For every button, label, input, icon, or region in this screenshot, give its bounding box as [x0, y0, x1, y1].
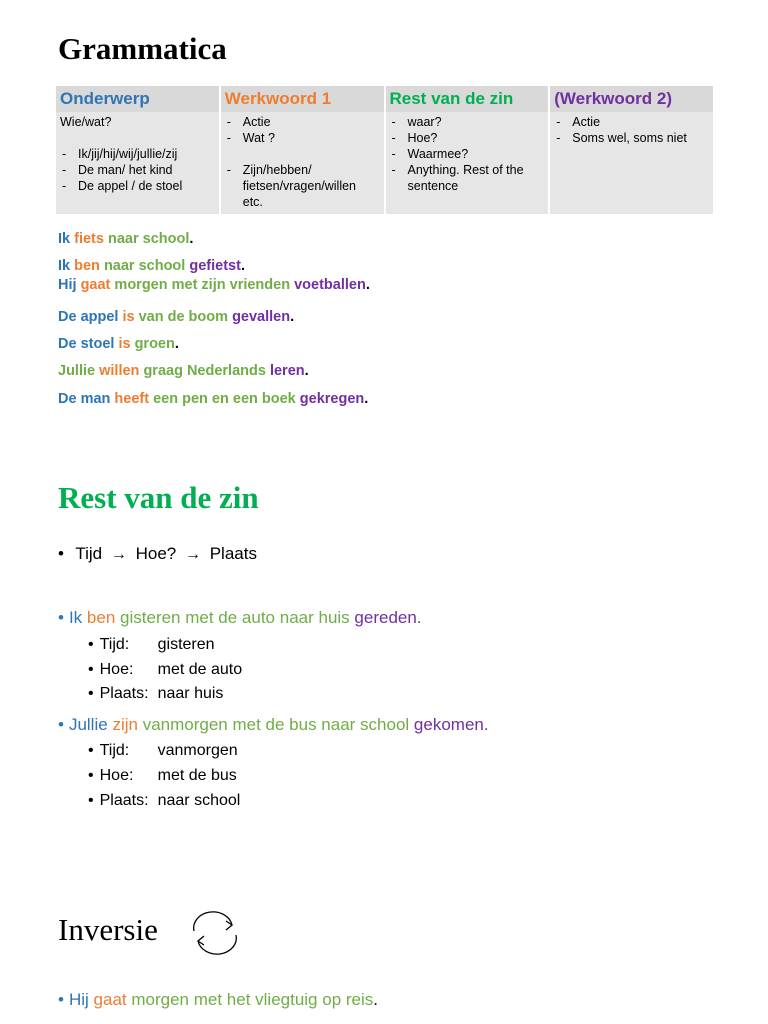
example-sentence — [58, 310, 294, 325]
detail-hoe: • Hoe: met de bus — [88, 768, 237, 784]
sentence-part: . — [240, 258, 245, 274]
list-item: - Waarmee? — [390, 146, 545, 162]
rest-example-2 — [58, 716, 489, 733]
example-sentence — [58, 337, 179, 352]
sentence-part: naar school — [103, 258, 186, 274]
cell-werkwoord-2 — [550, 112, 713, 214]
list-item: - Ik/jij/hij/wij/jullie/zij — [60, 146, 215, 162]
sentence-part: naar school — [107, 231, 190, 247]
sentence-part: voetballen — [294, 277, 366, 293]
list-item: - De man/ het kind — [60, 162, 215, 178]
section-title-rest: Rest van de zin — [58, 480, 259, 515]
detail-plaats: • Plaats: naar school — [88, 793, 240, 809]
sentence-part: zijn — [112, 715, 138, 734]
sentence-part: . — [290, 309, 295, 325]
sentence-part: . — [174, 336, 179, 352]
order-plaats: Plaats — [209, 544, 257, 563]
sentence-part: gaat — [93, 990, 127, 1009]
cycle-arrows-icon — [186, 909, 244, 957]
list-item: - Anything. Rest of the sentence — [390, 162, 545, 194]
sentence-part: . — [364, 391, 369, 407]
sentence-part: . — [365, 277, 370, 293]
sentence-part: willen — [99, 363, 140, 379]
sentence-part: gaat — [80, 277, 111, 293]
grammar-table — [54, 86, 715, 214]
sentence-part: gereden. — [354, 608, 422, 627]
rest-example-1 — [58, 609, 422, 626]
sentence-part: Hij — [68, 990, 89, 1009]
sentence-part: Jullie — [58, 363, 96, 379]
sentence-part: De appel — [58, 309, 119, 325]
sentence-part: van de boom — [138, 309, 229, 325]
sentence-part: fiets — [74, 231, 104, 247]
example-sentence — [58, 278, 370, 293]
sentence-part: gevallen — [232, 309, 291, 325]
right-arrow-icon: → — [110, 546, 127, 563]
detail-hoe: • Hoe: met de auto — [88, 662, 242, 678]
sentence-part: Ik — [58, 231, 71, 247]
sentence-part: is — [118, 336, 131, 352]
cell-lead: Wie/wat? — [60, 115, 112, 129]
list-item: - Hoe? — [390, 130, 545, 146]
sentence-part: Jullie — [68, 715, 108, 734]
sentence-part: gisteren met de auto naar huis — [120, 608, 350, 627]
cell-rest-van-de-zin — [386, 112, 549, 214]
list-item: - Wat ? — [225, 130, 380, 146]
sentence-part: De stoel — [58, 336, 115, 352]
order-hoe: Hoe? — [135, 544, 177, 563]
sentence-part: ben — [74, 258, 100, 274]
header-rest-van-de-zin: Rest van de zin — [386, 86, 549, 112]
sentence-part: vanmorgen met de bus naar school — [142, 715, 410, 734]
sentence-part: heeft — [114, 391, 150, 407]
cell-werkwoord-1 — [221, 112, 384, 214]
sentence-part: een pen en een boek — [153, 391, 296, 407]
sentence-part: gekomen. — [413, 715, 489, 734]
list-item: - Actie — [225, 114, 380, 130]
sentence-part: gekregen — [299, 391, 365, 407]
list-item: - waar? — [390, 114, 545, 130]
list-item: - Actie — [554, 114, 709, 130]
example-sentence — [58, 259, 245, 274]
sentence-part: groen — [134, 336, 175, 352]
sentence-part: morgen met zijn vrienden — [114, 277, 291, 293]
sentence-part: morgen met het vliegtuig op reis — [131, 990, 374, 1009]
sentence-part: . — [189, 231, 194, 247]
sentence-part: graag Nederlands — [143, 363, 266, 379]
page-title: Grammatica — [58, 31, 227, 66]
right-arrow-icon: → — [184, 546, 201, 563]
sentence-part: De man — [58, 391, 111, 407]
detail-plaats: • Plaats: naar huis — [88, 686, 223, 702]
sentence-part: Ik — [58, 258, 71, 274]
section-title-inversie: Inversie — [58, 912, 158, 947]
list-item: - Zijn/hebben/ fietsen/vragen/willen etc. — [225, 162, 380, 210]
list-item: - De appel / de stoel — [60, 178, 215, 194]
sentence-part: leren — [269, 363, 305, 379]
cell-onderwerp — [56, 112, 219, 214]
sentence-part: Hij — [58, 277, 77, 293]
example-sentence — [58, 392, 368, 407]
example-sentence — [58, 364, 309, 379]
header-werkwoord-1: Werkwoord 1 — [221, 86, 384, 112]
detail-tijd: • Tijd: vanmorgen — [88, 743, 238, 759]
order-tijd: Tijd — [75, 544, 103, 563]
sentence-part: gefietst — [189, 258, 241, 274]
sentence-part: . — [304, 363, 309, 379]
header-werkwoord-2: (Werkwoord 2) — [550, 86, 713, 112]
sentence-part: ben — [86, 608, 116, 627]
sentence-part: . — [373, 990, 378, 1009]
word-order-line — [58, 545, 257, 563]
sentence-part: Ik — [68, 608, 83, 627]
inversie-example — [58, 991, 378, 1008]
sentence-part: is — [122, 309, 135, 325]
header-onderwerp: Onderwerp — [56, 86, 219, 112]
list-item: - Soms wel, soms niet — [554, 130, 709, 146]
detail-tijd: • Tijd: gisteren — [88, 637, 215, 653]
example-sentence — [58, 232, 193, 247]
